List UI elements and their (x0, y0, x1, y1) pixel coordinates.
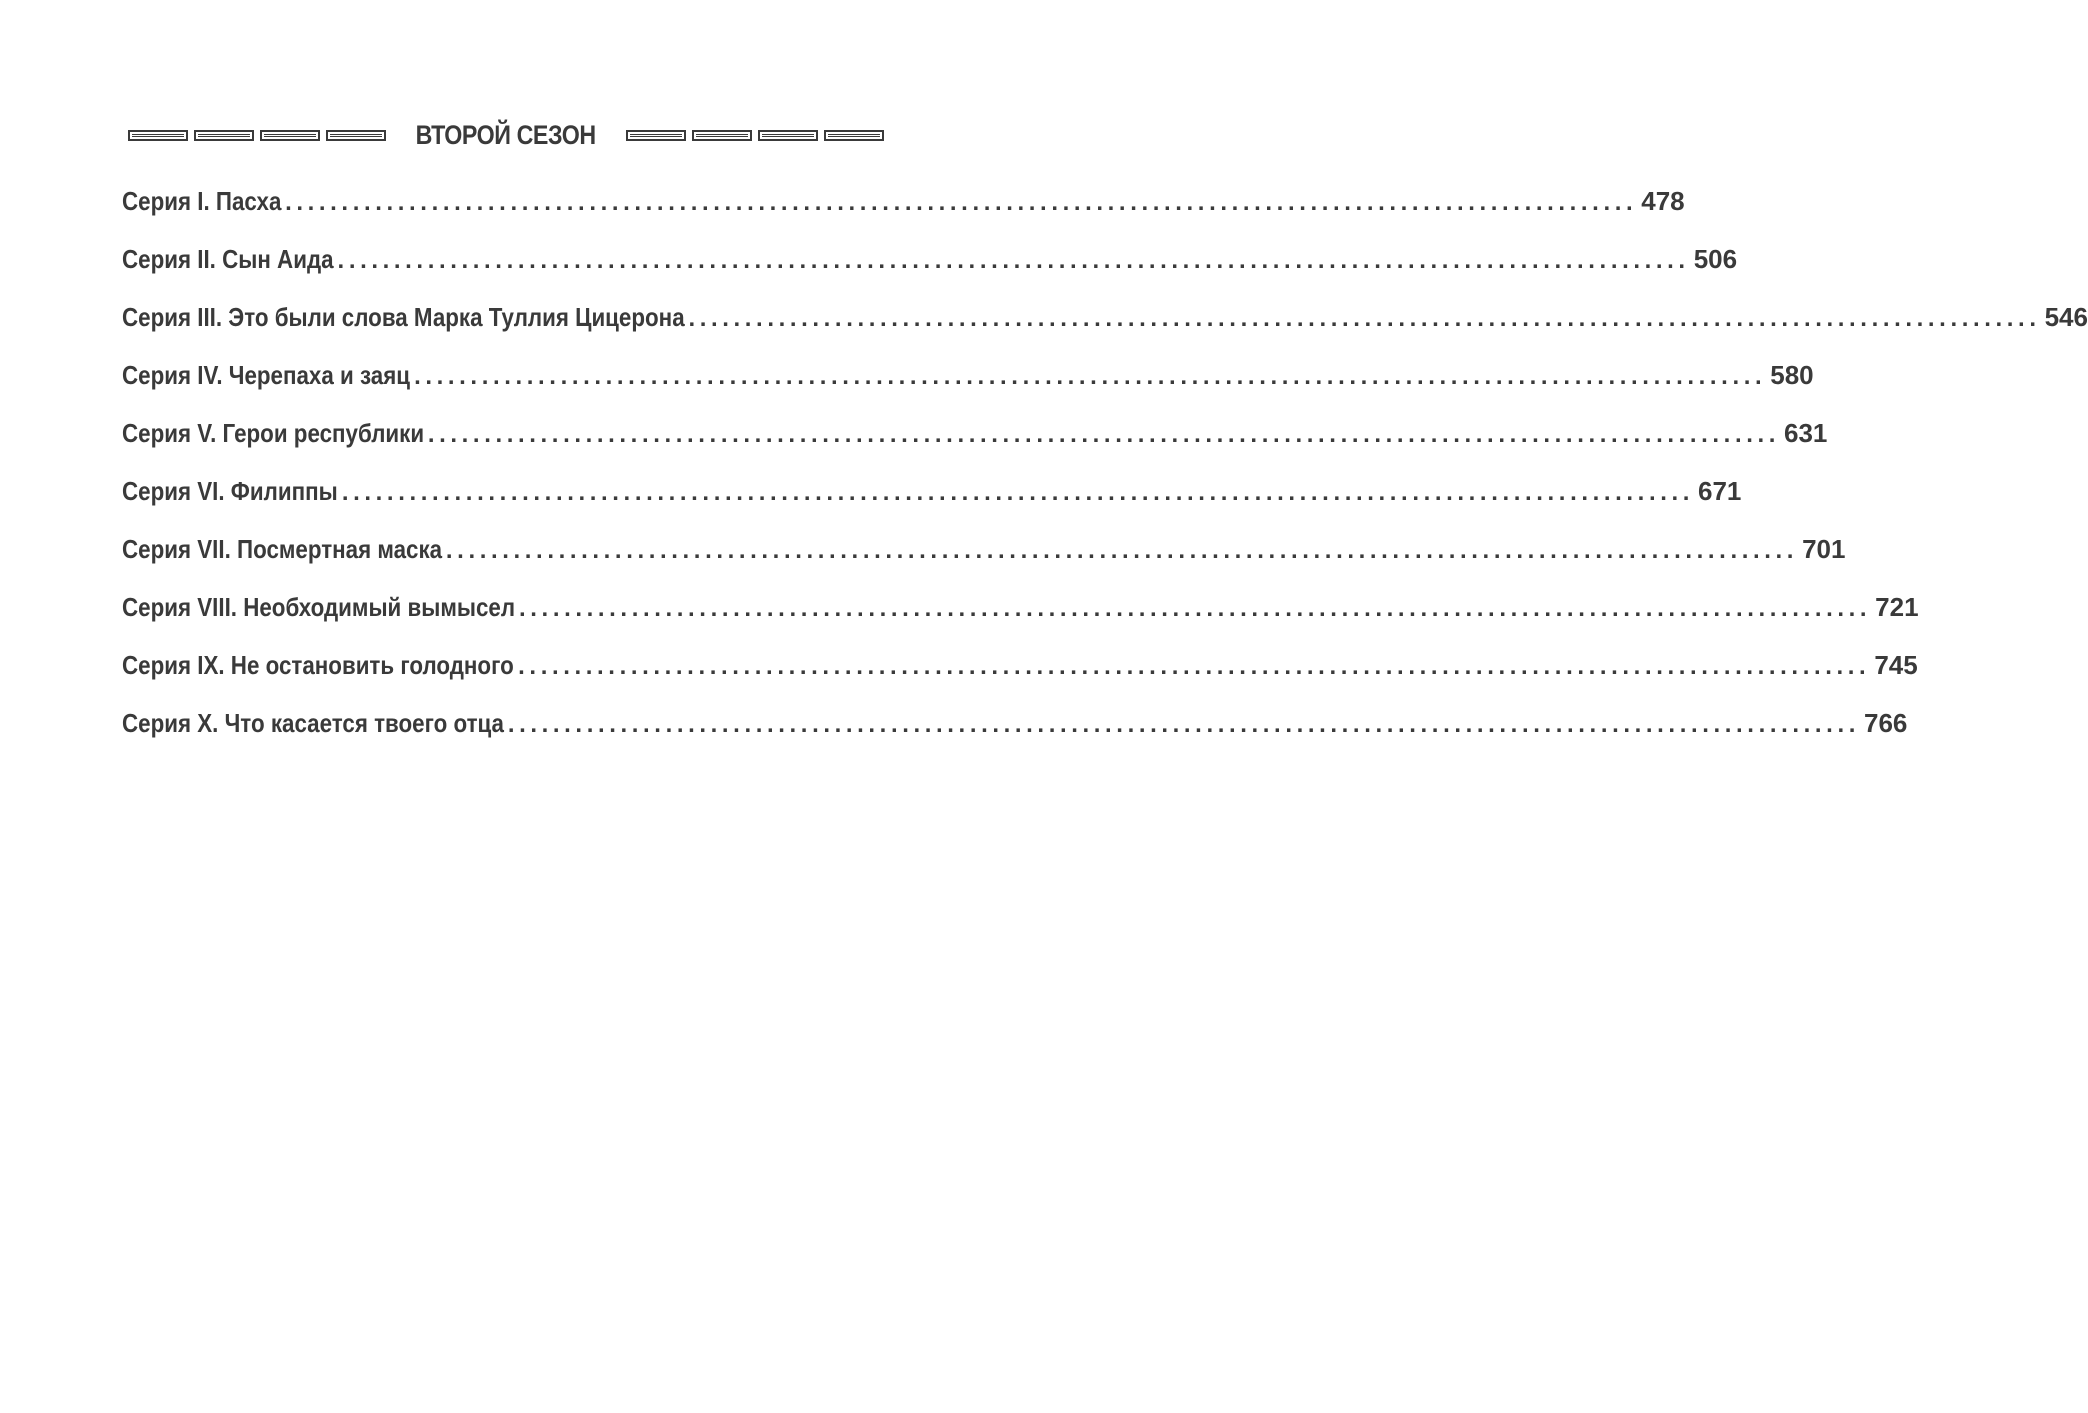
section-heading-row (128, 112, 884, 158)
toc-entry-title: Серия II. Сын Аида (122, 244, 334, 274)
toc-entry-title: Серия IV. Черепаха и заяц (122, 360, 411, 390)
toc-entry-page: 721 (1875, 592, 1919, 622)
ornament-bar (326, 130, 386, 141)
right-ornament (626, 130, 884, 141)
dot-leader: ........................................................................................................................ (427, 421, 1781, 448)
toc-entry-page: 478 (1641, 186, 1685, 216)
toc-entry[interactable] (122, 708, 1908, 766)
toc-entry-title: Серия IX. Не остановить голодного (122, 650, 514, 680)
dot-leader: ........................................................................................................................ (445, 537, 1799, 564)
dot-leader: ........................................................................................................................ (519, 595, 1872, 622)
toc-entry-page: 506 (1693, 244, 1738, 274)
toc-entry-page: 701 (1802, 534, 1846, 564)
dot-leader: ........................................................................................................................ (285, 189, 1638, 216)
ornament-bar (692, 130, 752, 141)
dot-leader: ........................................................................................................................ (337, 247, 1690, 274)
toc-entry-page: 580 (1770, 360, 1814, 390)
toc-entry[interactable] (122, 186, 1685, 244)
toc-entry[interactable] (122, 592, 1919, 650)
toc-entry-title: Серия VIII. Необходимый вымысел (122, 592, 516, 622)
section-heading: ВТОРОЙ СЕЗОН (415, 119, 597, 150)
toc-entry-title: Серия X. Что касается твоего отца (122, 708, 504, 738)
toc-entry-page: 631 (1784, 418, 1828, 448)
toc-entry-page: 766 (1863, 708, 1908, 738)
toc-entry[interactable] (122, 476, 1742, 534)
ornament-bar (260, 130, 320, 141)
left-ornament (128, 130, 386, 141)
toc-entry[interactable] (122, 360, 1814, 418)
toc-entry-title: Серия VI. Филиппы (122, 476, 338, 506)
ornament-bar (824, 130, 884, 141)
toc-entry-page: 745 (1874, 650, 1918, 680)
ornament-bar (758, 130, 818, 141)
dot-leader: ........................................................................................................................ (341, 479, 1695, 506)
table-of-contents (122, 186, 2088, 766)
toc-entry-title: Серия V. Герои республики (122, 418, 425, 448)
toc-entry-page: 546 (2044, 302, 2088, 332)
toc-entry-title: Серия I. Пасха (122, 186, 282, 216)
toc-entry-title: Серия VII. Посмертная маска (122, 534, 443, 564)
dot-leader: ........................................................................................................................ (414, 363, 1767, 390)
toc-entry[interactable] (122, 418, 1828, 476)
ornament-bar (128, 130, 188, 141)
toc-entry[interactable] (122, 650, 1918, 708)
dot-leader: ........................................................................................................................ (518, 653, 1871, 680)
ornament-bar (626, 130, 686, 141)
toc-entry-page: 671 (1698, 476, 1742, 506)
ornament-bar (194, 130, 254, 141)
toc-entry[interactable] (122, 302, 2088, 360)
toc-entry-title: Серия III. Это были слова Марка Туллия Цицерона (122, 302, 685, 332)
toc-entry[interactable] (122, 244, 1738, 302)
toc-entry[interactable] (122, 534, 1846, 592)
dot-leader: ........................................................................................................................ (688, 305, 2041, 332)
dot-leader: ........................................................................................................................ (507, 711, 1860, 738)
